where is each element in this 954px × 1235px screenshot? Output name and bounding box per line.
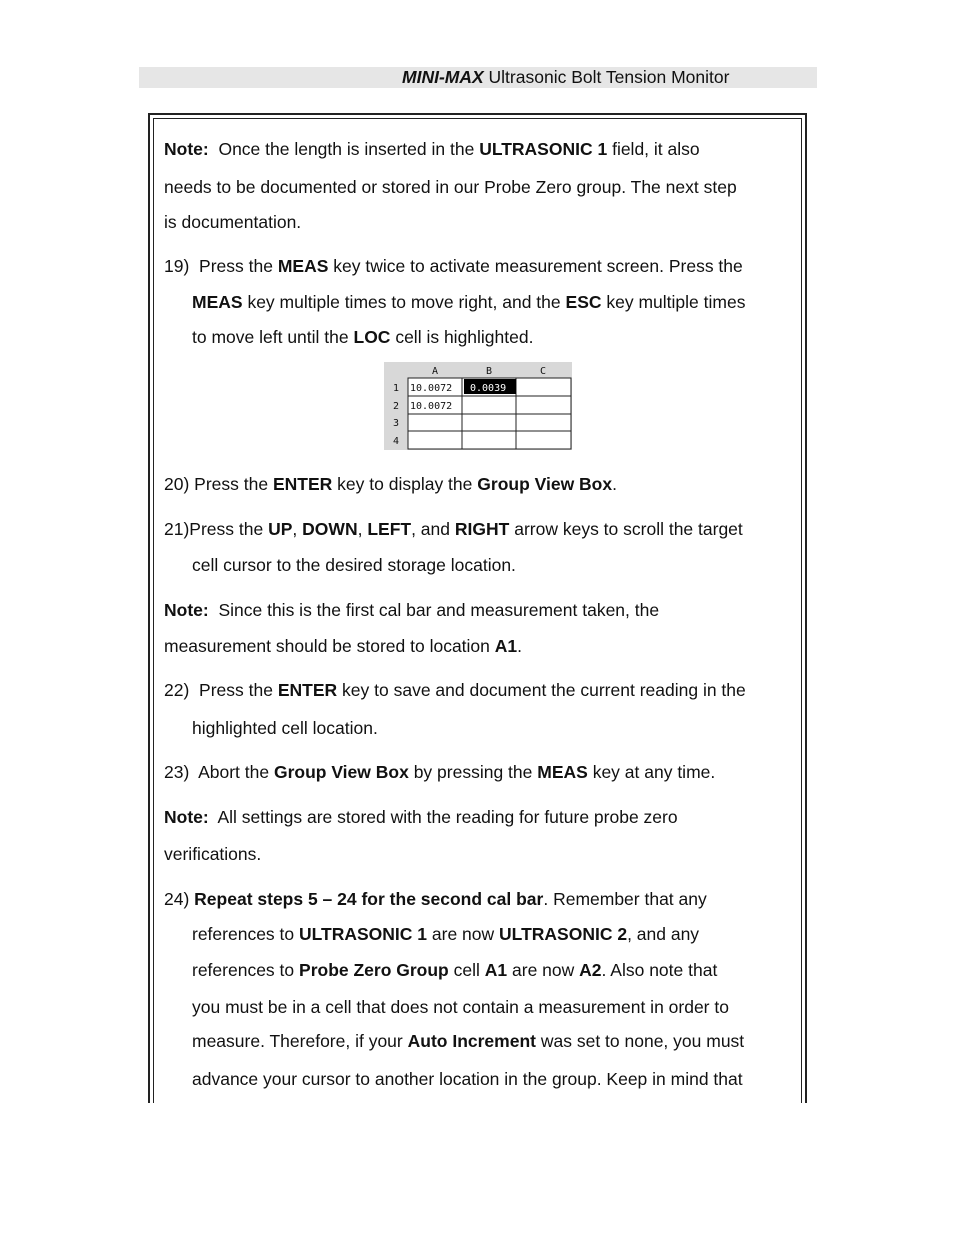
text: , and <box>411 519 451 539</box>
note-label: Note: <box>164 139 209 159</box>
step-22-line-2: highlighted cell location. <box>192 718 378 738</box>
text: . <box>517 636 523 656</box>
note-3-line-1 <box>164 807 794 828</box>
bold-term: Repeat steps 5 – 24 for the second cal bar <box>194 889 544 909</box>
bold-term: UP <box>268 519 293 539</box>
step-23 <box>164 762 794 783</box>
bold-term: Group View Box <box>477 474 613 494</box>
bold-term: MEAS <box>537 762 588 782</box>
bold-term: A1 <box>484 960 508 980</box>
text: are now <box>431 924 495 944</box>
step-24-line-6: advance your cursor to another location in the group. Keep in mind that <box>192 1069 743 1089</box>
step-19-line-2 <box>192 292 822 313</box>
text: , and any <box>627 924 700 944</box>
bold-term: Group View Box <box>273 762 409 782</box>
bold-term: MEAS <box>277 256 329 276</box>
text: All settings are stored with the reading for future probe zero <box>217 807 678 827</box>
row-header-1: 1 <box>392 383 400 394</box>
header-title: Ultrasonic Bolt Tension Monitor <box>488 67 730 87</box>
step-number: 21) <box>164 519 190 539</box>
text: field, it also <box>612 139 700 159</box>
text: key multiple times <box>606 292 746 312</box>
bold-term: A2 <box>579 960 602 980</box>
product-name: MINI-MAX <box>402 67 484 87</box>
text: was set to none, you must <box>540 1031 745 1051</box>
text: key twice to activate measurement screen. Press the <box>333 256 743 276</box>
text: are now <box>512 960 575 980</box>
note-label: Note: <box>164 807 209 827</box>
text: key at any time. <box>592 762 716 782</box>
cell-a1: 10.0072 <box>410 383 453 394</box>
text: Press the <box>199 680 273 700</box>
bold-term: A1 <box>494 636 518 656</box>
step-21-line-2: cell cursor to the desired storage location. <box>192 555 516 575</box>
row-header-4: 4 <box>392 436 400 447</box>
cell-b1: 0.0039 <box>470 383 507 394</box>
text: to move left until the <box>192 327 349 347</box>
text: , <box>357 519 363 539</box>
bold-term: Probe Zero Group <box>299 960 449 980</box>
text: measure. Therefore, if your <box>192 1031 403 1051</box>
bold-term: Auto Increment <box>407 1031 536 1051</box>
cell-a2: 10.0072 <box>410 401 453 412</box>
step-22-line-1 <box>164 680 794 701</box>
step-number: 23) <box>164 762 190 782</box>
note-1-line-3: is documentation. <box>164 212 302 232</box>
bold-term: DOWN <box>302 519 358 539</box>
row-header-2: 2 <box>392 401 400 412</box>
page-header <box>402 67 729 88</box>
step-19-line-1 <box>164 256 794 277</box>
bold-term: ESC <box>565 292 602 312</box>
text: . <box>612 474 617 494</box>
step-20 <box>164 474 794 495</box>
step-number: 22) <box>164 680 190 700</box>
col-header-a: A <box>431 366 439 377</box>
text: Press the <box>194 474 269 494</box>
text: cell is highlighted. <box>395 327 534 347</box>
text: , <box>292 519 298 539</box>
step-19-line-3 <box>192 327 822 348</box>
step-21-line-1 <box>164 519 794 540</box>
step-24-line-3 <box>192 960 822 981</box>
text: references to <box>192 960 295 980</box>
note-2-line-2 <box>164 636 794 657</box>
step-24-line-2 <box>192 924 822 945</box>
note-3-line-2: verifications. <box>164 844 262 864</box>
row-header-3: 3 <box>392 418 400 429</box>
text: key to display the <box>337 474 473 494</box>
text: cell <box>453 960 480 980</box>
bold-term: ULTRASONIC 1 <box>479 139 608 159</box>
bold-term: ENTER <box>272 474 333 494</box>
step-24-line-5 <box>192 1031 822 1052</box>
group-grid-image <box>384 362 572 450</box>
text: measurement should be stored to location <box>164 636 490 656</box>
note-2-line-1 <box>164 600 794 621</box>
step-number: 24) <box>164 889 190 909</box>
step-24-line-1 <box>164 889 794 910</box>
text: . Also note that <box>601 960 718 980</box>
note-label: Note: <box>164 600 209 620</box>
text: Once the length is inserted in the <box>218 139 475 159</box>
text: by pressing the <box>413 762 533 782</box>
text: arrow keys to scroll the target <box>514 519 743 539</box>
text: Press the <box>199 256 273 276</box>
group-grid <box>384 362 572 450</box>
col-header-b: B <box>485 366 493 377</box>
text: Since this is the first cal bar and measurement taken, the <box>218 600 660 620</box>
bold-term: ULTRASONIC 2 <box>499 924 628 944</box>
bold-term: LEFT <box>367 519 412 539</box>
bold-term: MEAS <box>192 292 243 312</box>
text: Press the <box>189 519 264 539</box>
step-number: 20) <box>164 474 190 494</box>
bold-term: ENTER <box>277 680 338 700</box>
step-number: 19) <box>164 256 190 276</box>
text: . Remember that any <box>543 889 707 909</box>
bold-term: ULTRASONIC 1 <box>299 924 428 944</box>
step-24-line-4: you must be in a cell that does not contain a measurement in order to <box>192 997 729 1017</box>
text: key to save and document the current reading in the <box>342 680 746 700</box>
bold-term: LOC <box>353 327 391 347</box>
note-1-line-2: needs to be documented or stored in our Probe Zero group. The next step <box>164 177 737 197</box>
note-1-line-1 <box>164 139 794 160</box>
bold-term: RIGHT <box>454 519 510 539</box>
col-header-c: C <box>539 366 547 377</box>
text: Abort the <box>198 762 270 782</box>
text: key multiple times to move right, and the <box>247 292 561 312</box>
text: references to <box>192 924 295 944</box>
